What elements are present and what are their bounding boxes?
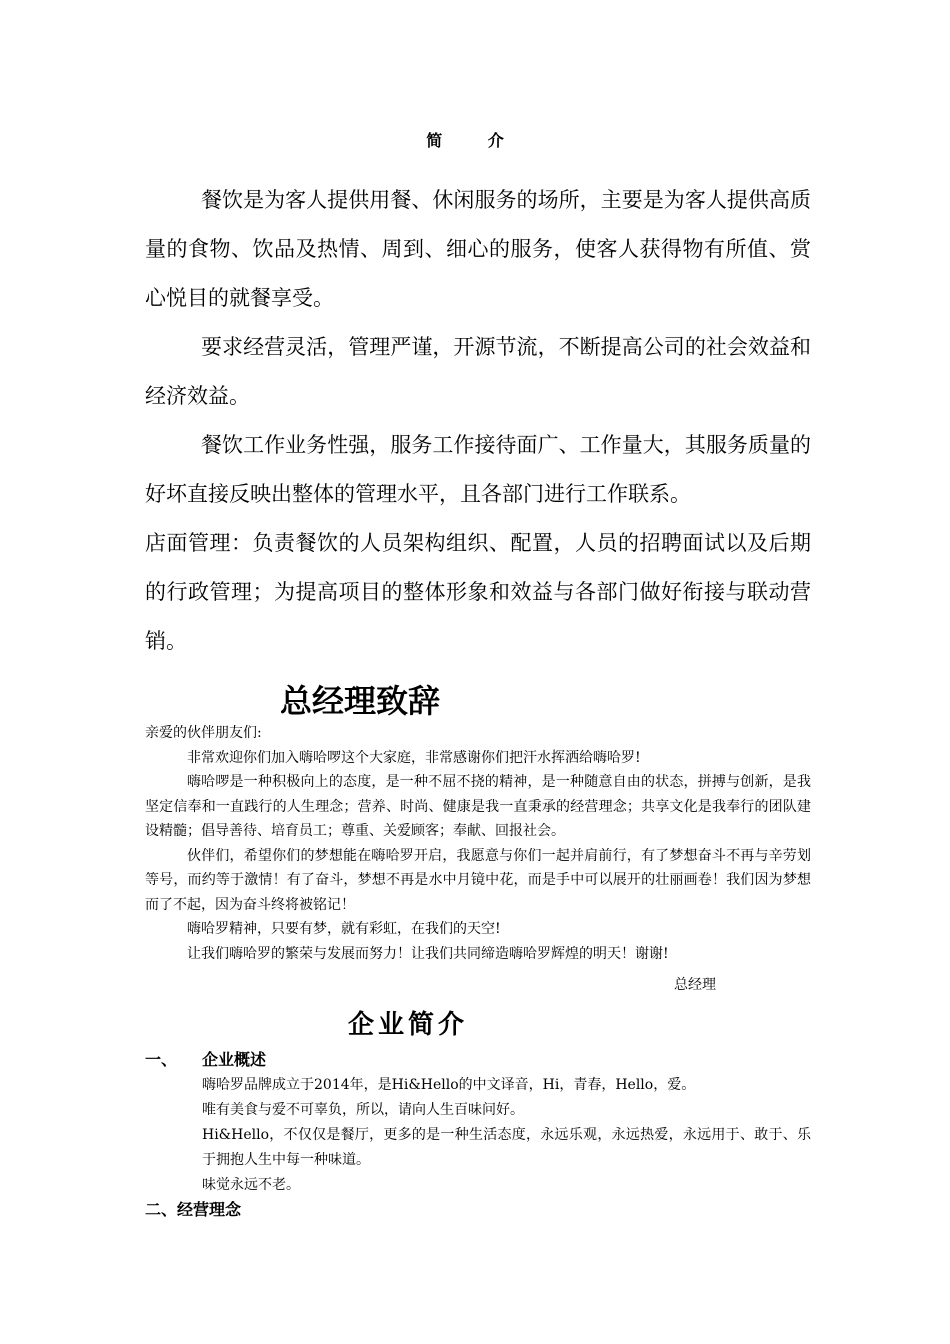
section-2-heading: 二、经营理念 bbox=[145, 1200, 242, 1219]
intro-paragraph-1: 餐饮是为客人提供用餐、休闲服务的场所，主要是为客人提供高质量的食物、饮品及热情、周到、细心的服务，使客人获得物有所值、赏心悦目的就餐享受。 bbox=[145, 188, 811, 310]
gm-speech-title: 总经理致辞 bbox=[280, 682, 441, 720]
company-profile-title: 企业简介 bbox=[348, 1010, 469, 1040]
section-1-body bbox=[202, 1073, 811, 1198]
intro-paragraph-2: 要求经营灵活，管理严谨，开源节流，不断提高公司的社会效益和经济效益。 bbox=[145, 335, 811, 408]
section-1-number: 一、 bbox=[145, 1050, 178, 1069]
section-1-line-4: 味觉永远不老。 bbox=[202, 1177, 300, 1193]
intro-paragraph-3: 餐饮工作业务性强，服务工作接待面广、工作量大，其服务质量的好坏直接反映出整体的管理水平，且各部门进行工作联系。 bbox=[145, 433, 811, 506]
gm-paragraph-5: 让我们嗨哈罗的繁荣与发展而努力！让我们共同缔造嗨哈罗辉煌的明天！谢谢! bbox=[187, 945, 669, 962]
gm-greeting: 亲爱的伙伴朋友们: bbox=[145, 725, 262, 741]
section-1-heading bbox=[145, 1047, 266, 1070]
section-1-line-3: Hi&Hello，不仅仅是餐厅，更多的是一种生活态度，永远乐观，永远热爱，永远用于、敢于、乐于拥抱人生中每一种味道。 bbox=[202, 1127, 811, 1168]
gm-paragraph-4: 嗨哈罗精神，只要有梦，就有彩虹，在我们的天空! bbox=[187, 921, 501, 937]
gm-speech-body bbox=[145, 721, 811, 966]
section-1-line-1: 嗨哈罗品牌成立于2014年，是Hi&Hello的中文译音，Hi，青春，Hello，爱。 bbox=[202, 1077, 696, 1093]
intro-title: 简 介 bbox=[426, 131, 524, 150]
gm-paragraph-1: 非常欢迎你们加入嗨哈啰这个大家庭，非常感谢你们把汗水挥洒给嗨哈罗! bbox=[187, 749, 641, 766]
intro-paragraph-4: 店面管理：负责餐饮的人员架构组织、配置，人员的招聘面试以及后期的行政管理；为提高项目的整体形象和效益与各部门做好衔接与联动营销。 bbox=[145, 531, 811, 653]
gm-paragraph-2: 嗨哈啰是一种积极向上的态度，是一种不屈不挠的精神，是一种随意自由的状态，拼搏与创新，是我坚定信奉和一直践行的人生理念；营养、时尚、健康是我一直秉承的经营理念；共享文化是我奉行的团队建设精髓；倡导善待、培育员工；尊重、关爱顾客；奉献、回报社会。 bbox=[145, 774, 811, 839]
section-1-line-2: 唯有美食与爱不可辜负，所以，请向人生百味问好。 bbox=[202, 1102, 524, 1118]
intro-body bbox=[145, 176, 811, 666]
gm-signature: 总经理 bbox=[674, 977, 716, 993]
section-1-title: 企业概述 bbox=[202, 1050, 267, 1069]
gm-paragraph-3: 伙伴们，希望你们的梦想能在嗨哈罗开启，我愿意与你们一起并肩前行，有了梦想奋斗不再与辛劳划等号，而约等于激情！有了奋斗，梦想不再是水中月镜中花，而是手中可以展开的壮丽画卷！我们因为梦想而了不起，因为奋斗终将被铭记！ bbox=[145, 847, 811, 913]
